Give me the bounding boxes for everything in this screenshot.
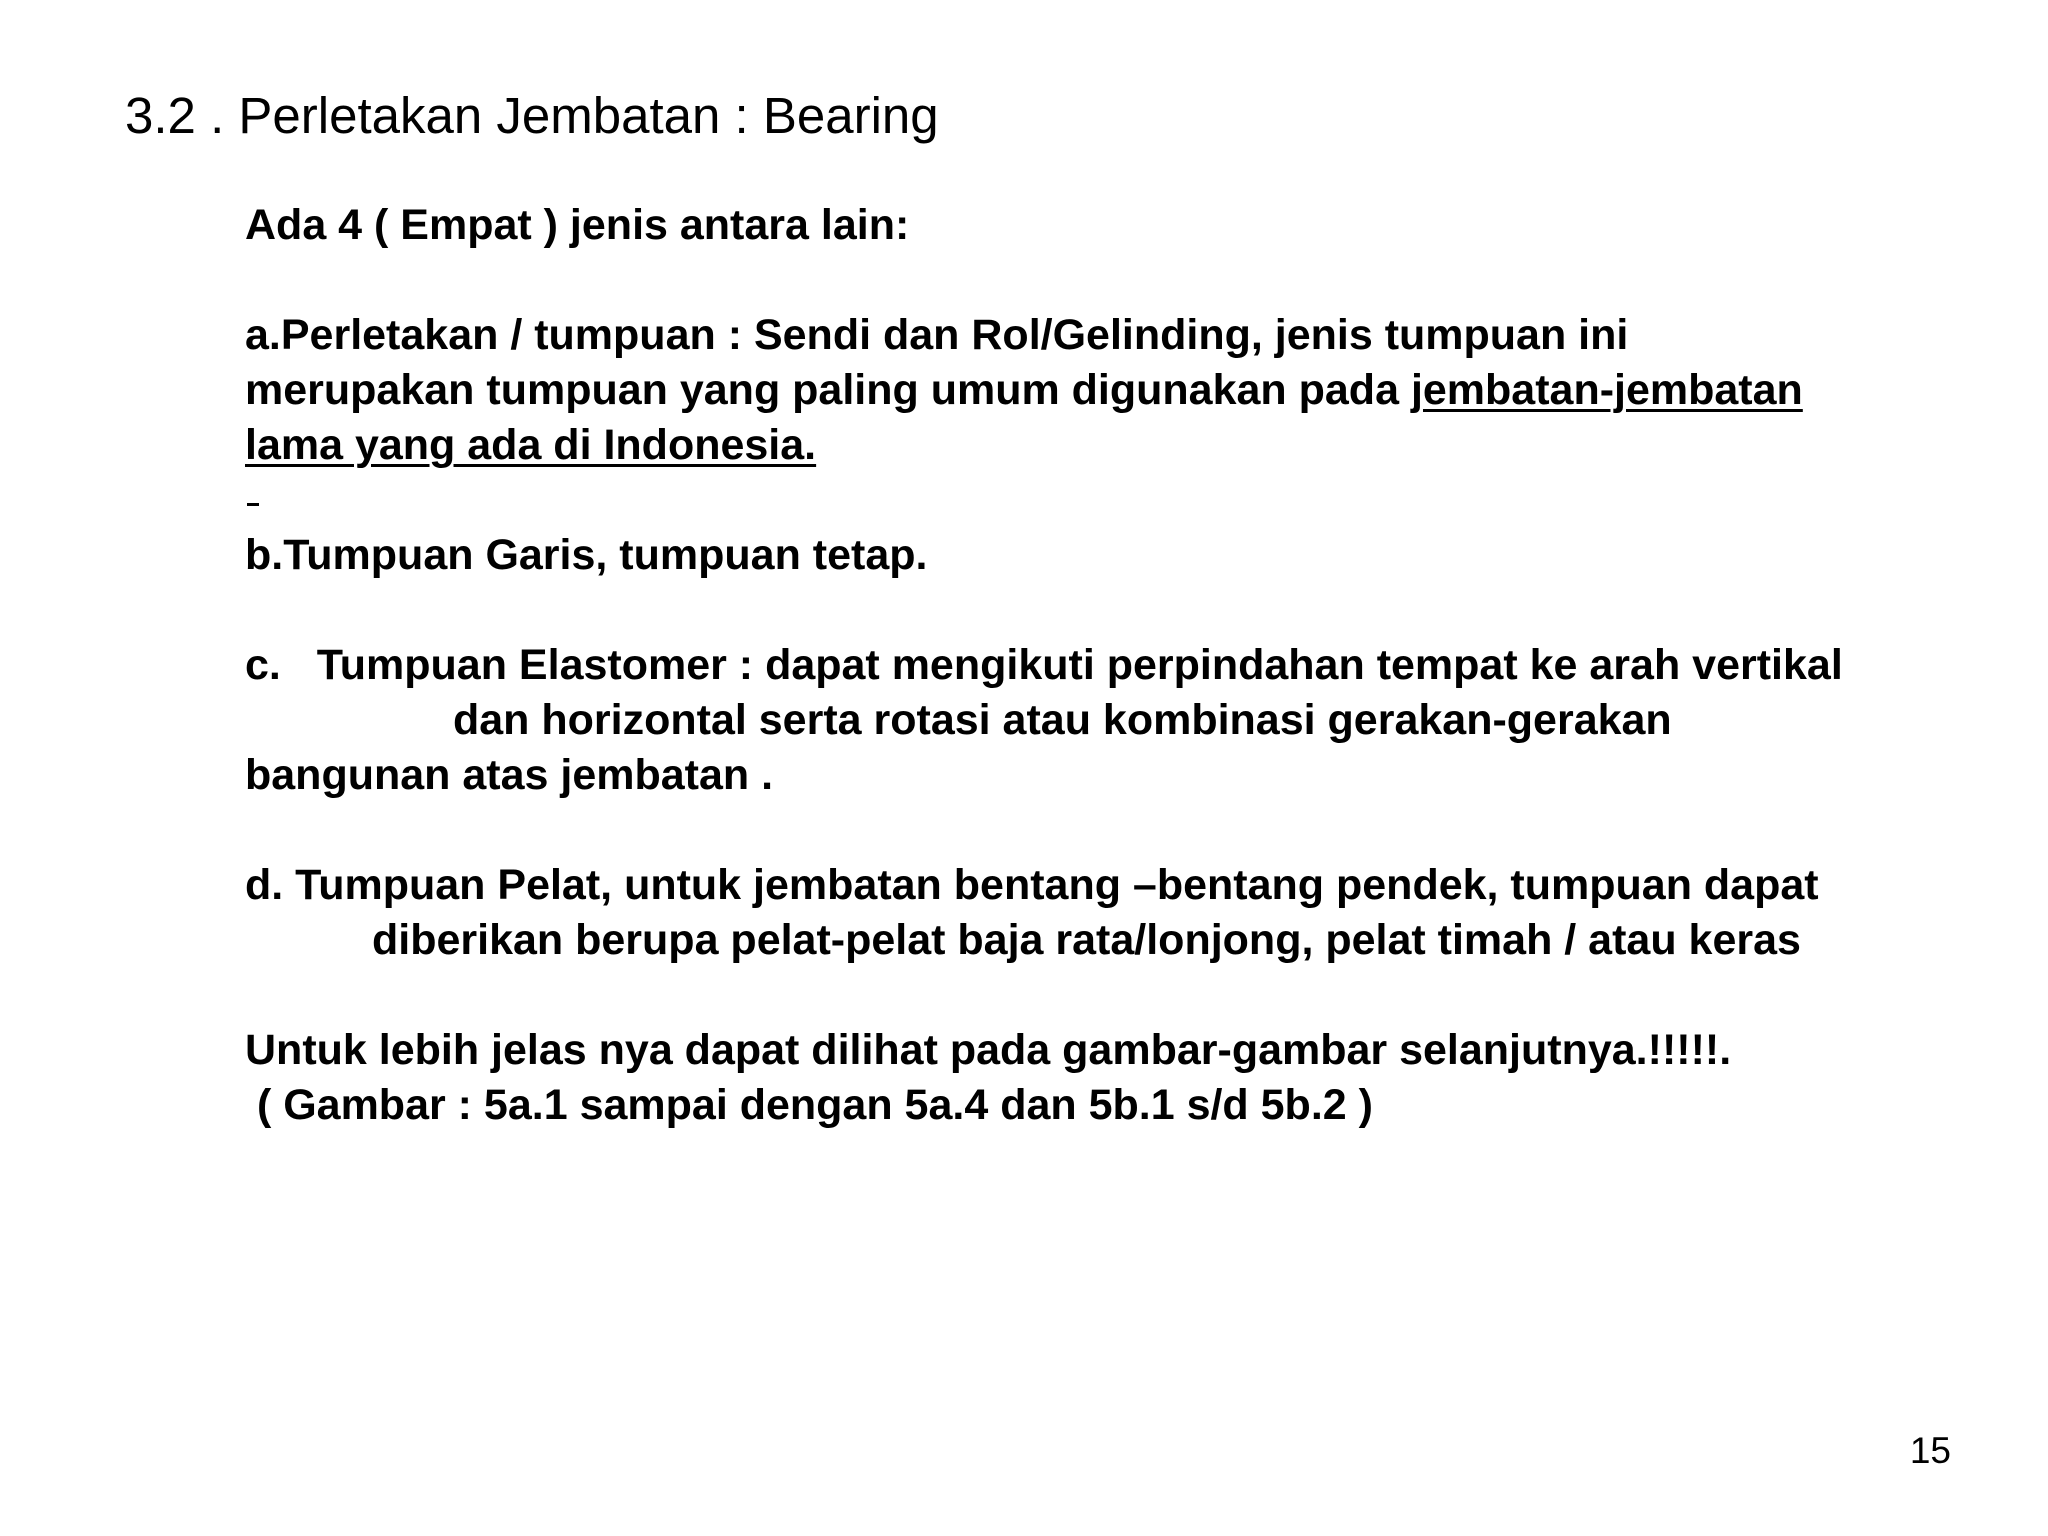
closing-line-2: ( Gambar : 5a.1 sampai dengan 5a.4 dan 5b.1 s/d 5b.2 ) — [245, 1081, 1373, 1129]
slide-body — [245, 198, 2005, 1133]
slide-title: 3.2 . Perletakan Jembatan : Bearing — [125, 87, 939, 144]
item-a-line-2 — [245, 363, 2005, 418]
spacer — [245, 803, 2005, 858]
page-number: 15 — [1909, 1430, 1951, 1471]
item-a-line-2-text: merupakan tumpuan yang paling umum digunakan pada — [245, 366, 1411, 414]
item-d-line-2: diberikan berupa pelat-pelat baja rata/lonjong, pelat timah / atau keras — [372, 916, 1801, 964]
spacer — [245, 968, 2005, 1023]
item-c-line-1: c. Tumpuan Elastomer : dapat mengikuti perpindahan tempat ke arah vertikal — [245, 641, 1843, 689]
item-a-underlined-text-2: lama yang ada di Indonesia. — [245, 421, 817, 469]
item-a-line-3 — [245, 418, 2005, 473]
item-d-line-1: d. Tumpuan Pelat, untuk jembatan bentang –bentang pendek, tumpuan dapat — [245, 861, 1819, 909]
spacer — [245, 253, 2005, 308]
underline-mark — [245, 473, 2005, 528]
item-c-line-2: dan horizontal serta rotasi atau kombinasi gerakan-gerakan — [453, 696, 1672, 744]
intro-text: Ada 4 ( Empat ) jenis antara lain: — [245, 201, 910, 249]
closing-line-1: Untuk lebih jelas nya dapat dilihat pada gambar-gambar selanjutnya.!!!!!. — [245, 1026, 1732, 1074]
item-c-line-3: bangunan atas jembatan . — [245, 751, 774, 799]
spacer — [245, 583, 2005, 638]
item-a-line-1: a.Perletakan / tumpuan : Sendi dan Rol/Gelinding, jenis tumpuan ini — [245, 311, 1629, 359]
underline-dash — [247, 503, 259, 506]
item-b: b.Tumpuan Garis, tumpuan tetap. — [245, 531, 928, 579]
item-a-underlined-text: jembatan-jembatan — [1410, 366, 1803, 414]
